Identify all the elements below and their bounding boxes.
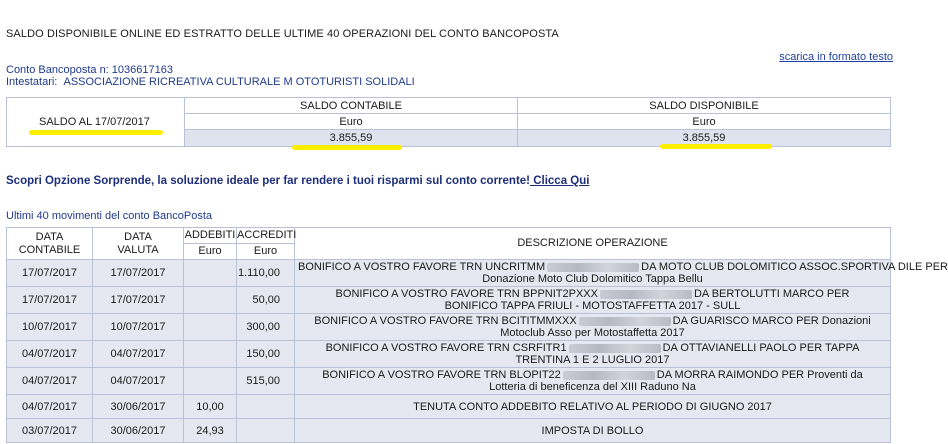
account-holders — [6, 76, 415, 88]
cell-data-contabile: 04/07/2017 — [7, 368, 93, 395]
cell-addebiti: 24,93 — [184, 419, 237, 443]
cell-accrediti: 515,00 — [237, 368, 295, 395]
cell-data-valuta: 10/07/2017 — [93, 314, 184, 341]
cell-descrizione: BONIFICO A VOSTRO FAVORE TRN BLOPIT22 DA MORRA RAIMONDO PER Proventi da Lotteria di beneficenza del XIII Raduno Na — [295, 368, 891, 395]
table-row — [7, 419, 891, 443]
saldo-disponibile-header: SALDO DISPONIBILE — [518, 98, 890, 114]
holders-value: ASSOCIAZIONE RICREATIVA CULTURALE M OTOTURISTI SOLIDALI — [63, 76, 415, 88]
header-data-valuta: DATA VALUTA — [93, 228, 184, 260]
header-accrediti-currency: Euro — [237, 244, 295, 260]
table-row — [7, 260, 891, 287]
promo-banner — [6, 175, 589, 187]
cell-accrediti — [237, 395, 295, 419]
cell-data-contabile: 04/07/2017 — [7, 341, 93, 368]
balance-date-cell — [7, 98, 185, 146]
cell-data-contabile: 04/07/2017 — [7, 395, 93, 419]
cell-data-valuta: 04/07/2017 — [93, 341, 184, 368]
cell-data-contabile: 17/07/2017 — [7, 287, 93, 314]
balance-table — [6, 97, 891, 147]
cell-descrizione: BONIFICO A VOSTRO FAVORE TRN BPPNIT2PXXX DA BERTOLUTTI MARCO PER BONIFICO TAPPA FRIULI - MOTOSTAFFETTA 2017 - SULL — [295, 287, 891, 314]
balance-date-label: SALDO AL 17/07/2017 — [39, 116, 150, 128]
table-row — [7, 314, 891, 341]
cell-data-contabile: 10/07/2017 — [7, 314, 93, 341]
table-row — [7, 287, 891, 314]
cell-addebiti — [184, 314, 237, 341]
movements-title: Ultimi 40 movimenti del conto BancoPosta — [6, 210, 213, 222]
redacted-mark — [600, 290, 692, 299]
cell-accrediti — [237, 419, 295, 443]
download-text-link[interactable]: scarica in formato testo — [779, 51, 893, 63]
cell-accrediti: 150,00 — [237, 341, 295, 368]
holders-label: Intestatari: — [6, 76, 58, 88]
cell-addebiti — [184, 287, 237, 314]
saldo-disponibile-col — [518, 98, 890, 146]
cell-data-valuta: 17/07/2017 — [93, 287, 184, 314]
page-title: SALDO DISPONIBILE ONLINE ED ESTRATTO DELLE ULTIME 40 OPERAZIONI DEL CONTO BANCOPOSTA — [6, 28, 559, 40]
saldo-contabile-header: SALDO CONTABILE — [185, 98, 517, 114]
redacted-mark — [579, 317, 671, 326]
promo-link[interactable]: Clicca Qui — [530, 175, 590, 187]
redacted-mark — [563, 371, 655, 380]
cell-descrizione: BONIFICO A VOSTRO FAVORE TRN BCITITMMXXX DA GUARISCO MARCO PER Donazioni Motoclub Asso per Motostaffetta 2017 — [295, 314, 891, 341]
account-number: Conto Bancoposta n: 1036617163 — [6, 64, 173, 76]
table-row — [7, 395, 891, 419]
account-info — [6, 64, 415, 88]
redacted-mark — [569, 344, 661, 353]
cell-addebiti — [184, 368, 237, 395]
saldo-disponibile-value: 3.855,59 — [518, 130, 890, 146]
cell-addebiti — [184, 341, 237, 368]
header-data-contabile: DATA CONTABILE — [7, 228, 93, 260]
cell-descrizione: TENUTA CONTO ADDEBITO RELATIVO AL PERIODO DI GIUGNO 2017 — [295, 395, 891, 419]
header-addebiti-currency: Euro — [184, 244, 237, 260]
movements-table — [6, 227, 948, 443]
saldo-contabile-value: 3.855,59 — [185, 130, 517, 146]
saldo-contabile-currency: Euro — [185, 114, 517, 130]
cell-accrediti: 50,00 — [237, 287, 295, 314]
saldo-disponibile-currency: Euro — [518, 114, 890, 130]
cell-data-contabile: 03/07/2017 — [7, 419, 93, 443]
cell-data-valuta: 17/07/2017 — [93, 260, 184, 287]
cell-data-valuta: 04/07/2017 — [93, 368, 184, 395]
cell-addebiti — [184, 260, 237, 287]
saldo-contabile-col — [185, 98, 518, 146]
cell-descrizione: IMPOSTA DI BOLLO — [295, 419, 891, 443]
header-accrediti: ACCREDITI — [237, 228, 295, 244]
redacted-mark — [547, 263, 639, 272]
promo-text: Scopri Opzione Sorprende, la soluzione ideale per far rendere i tuoi risparmi sul conto corrente! — [6, 175, 531, 187]
cell-descrizione: BONIFICO A VOSTRO FAVORE TRN CSRFITR1 DA OTTAVIANELLI PAOLO PER TAPPA TRENTINA 1 E 2 LUGLIO 2017 — [295, 341, 891, 368]
highlight-mark — [660, 144, 772, 149]
cell-data-valuta: 30/06/2017 — [93, 419, 184, 443]
cell-data-contabile: 17/07/2017 — [7, 260, 93, 287]
cell-data-valuta: 30/06/2017 — [93, 395, 184, 419]
header-descrizione: DESCRIZIONE OPERAZIONE — [295, 228, 891, 260]
cell-accrediti: 1.110,00 — [237, 260, 295, 287]
table-row — [7, 341, 891, 368]
cell-accrediti: 300,00 — [237, 314, 295, 341]
highlight-mark — [292, 145, 402, 150]
table-row — [7, 368, 891, 395]
cell-addebiti: 10,00 — [184, 395, 237, 419]
highlight-mark — [29, 130, 163, 135]
cell-descrizione: BONIFICO A VOSTRO FAVORE TRN UNCRITMM DA MOTO CLUB DOLOMITICO ASSOC.SPORTIVA DILE PER Donazione Moto Club Dolomitico Tappa Bellu — [295, 260, 891, 287]
header-addebiti: ADDEBITI — [184, 228, 237, 244]
